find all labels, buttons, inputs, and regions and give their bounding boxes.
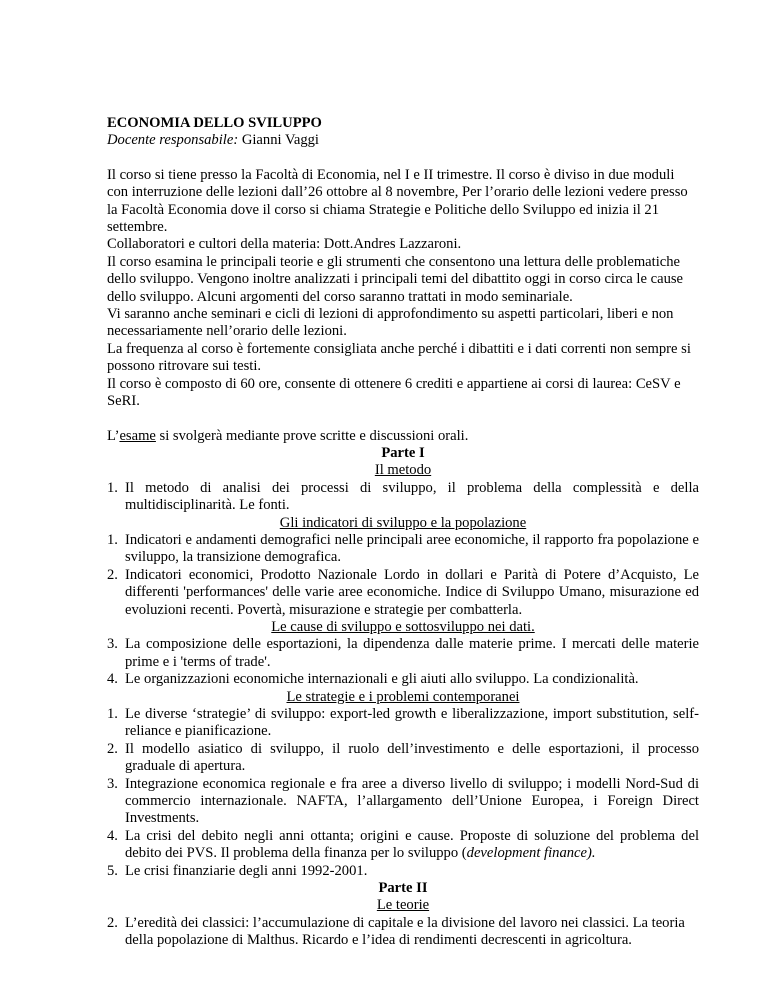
list-item <box>107 776 699 828</box>
list-item <box>107 532 699 567</box>
intro-paragraph: Collaboratori e cultori della materia: Dott.Andres Lazzaroni. <box>107 236 462 253</box>
item-number: 5. <box>107 862 118 879</box>
item-number: 2. <box>107 740 118 757</box>
part-heading: Parte II <box>378 880 428 897</box>
exam-word: esame <box>119 427 156 444</box>
item-number: 3. <box>107 775 118 792</box>
intro-paragraph: Il corso esamina le principali teorie e gli strumenti che consentono una lettura delle problematiche dello sviluppo. Vengono inoltre analizzati i principali temi del dibattito oggi in corso circa le cause dello sviluppo. Alcuni argomenti del corso saranno trattati in modo seminariale. <box>107 253 684 305</box>
intro-paragraph: Il corso è composto di 60 ore, consente di ottenere 6 crediti e appartiene ai corsi di laurea: CeSV e SeRI. <box>107 375 681 410</box>
section-list <box>107 480 699 515</box>
exam-line: L’esame si svolgerà mediante prove scritte e discussioni orali. <box>107 427 469 444</box>
item-number: 2. <box>107 566 118 583</box>
list-item <box>107 706 699 741</box>
teacher-role-label: Docente responsabile: <box>107 132 239 149</box>
section-heading: Il metodo <box>374 462 432 479</box>
part-heading: Parte I <box>381 444 425 461</box>
list-item <box>107 567 699 619</box>
item-text: Indicatori e andamenti demografici nelle principali aree economiche, il rapporto fra popolazione e sviluppo, la transizione demografica. <box>125 531 699 566</box>
item-text: Il metodo di analisi dei processi di sviluppo, il problema della complessità e della multidisciplinarità. Le fonti. <box>125 479 699 514</box>
item-number: 3. <box>107 636 118 653</box>
item-emphasis: development finance). <box>466 845 596 862</box>
item-number: 2. <box>107 914 118 931</box>
list-item <box>107 863 699 880</box>
item-number: 1. <box>107 706 118 722</box>
course-teacher-line <box>107 132 699 149</box>
list-item <box>107 915 699 950</box>
list-item <box>107 671 699 688</box>
section-list <box>107 706 699 880</box>
list-item <box>107 828 699 863</box>
item-text: Il modello asiatico di sviluppo, il ruolo dell’investimento e delle esportazioni, il processo graduale di apertura. <box>125 740 699 775</box>
item-number: 1. <box>107 531 118 548</box>
item-text: Integrazione economica regionale e fra aree a diverso livello di sviluppo; i modelli Nord-Sud di commercio internazionale. NAFTA, l’allargamento dell’Unione Europea, i Foreign Direct Investments. <box>125 775 699 827</box>
teacher-name: Gianni Vaggi <box>238 132 319 149</box>
section-list <box>107 532 699 619</box>
course-title: ECONOMIA DELLO SVILUPPO <box>107 115 322 131</box>
item-text: Le crisi finanziarie degli anni 1992-2001. <box>125 862 368 879</box>
item-number: 1. <box>107 479 118 496</box>
item-text: Le organizzazioni economiche internazionali e gli aiuti allo sviluppo. La condizionalità. <box>125 671 639 688</box>
list-item <box>107 480 699 515</box>
intro-paragraph: La frequenza al corso è fortemente consigliata anche perché i dibattiti e i dati correnti non sempre si possono ritrovare sui testi. <box>107 340 691 375</box>
section-heading: Le strategie e i problemi contemporanei <box>286 688 520 705</box>
section-list <box>107 636 699 688</box>
item-text: Indicatori economici, Prodotto Nazionale Lordo in dollari e Parità di Potere d’Acquisto, Le differenti 'performances' delle varie aree economiche. Indice di Sviluppo Umano, misurazione ed evoluzioni recenti. Povertà, misurazione e strategie per combatterla. <box>125 566 699 618</box>
item-number: 4. <box>107 671 118 688</box>
section-list <box>107 915 699 950</box>
intro-paragraph: Il corso si tiene presso la Facoltà di Economia, nel I e II trimestre. Il corso è diviso in due moduli con interruzione delle lezioni dall’26 ottobre al 8 novembre, Per l’orario delle lezioni vedere presso la Facoltà Economia dove il corso si chiama Strategie e Politiche dello Sviluppo ed inizia il 21 settembre. <box>107 166 688 236</box>
section-heading: Gli indicatori di sviluppo e la popolazione <box>279 514 527 531</box>
item-text: La crisi del debito negli anni ottanta; origini e cause. Proposte di soluzione del problema del debito dei PVS. Il problema della finanza per lo sviluppo ( <box>125 827 699 862</box>
section-heading: Le teorie <box>376 897 430 914</box>
list-item <box>107 636 699 671</box>
document-page <box>107 115 699 950</box>
item-number: 4. <box>107 827 118 844</box>
item-text: L’eredità dei classici: l’accumulazione di capitale e la divisione del lavoro nei classici. La teoria della popolazione di Malthus. Ricardo e l’idea di rendimenti decrescenti in agricoltura. <box>125 914 685 949</box>
section-heading: Le cause di sviluppo e sottosviluppo nei dati. <box>271 618 535 635</box>
list-item <box>107 741 699 776</box>
item-text: La composizione delle esportazioni, la dipendenza dalle materie prime. I mercati delle materie prime e i 'terms of trade'. <box>125 636 699 670</box>
intro-paragraph: Vi saranno anche seminari e cicli di lezioni di approfondimento su aspetti particolari, liberi e non necessariamente nell’orario delle lezioni. <box>107 306 674 340</box>
item-text: Le diverse ‘strategie’ di sviluppo: export-led growth e liberalizzazione, import substitution, self-reliance e pianificazione. <box>125 706 699 740</box>
